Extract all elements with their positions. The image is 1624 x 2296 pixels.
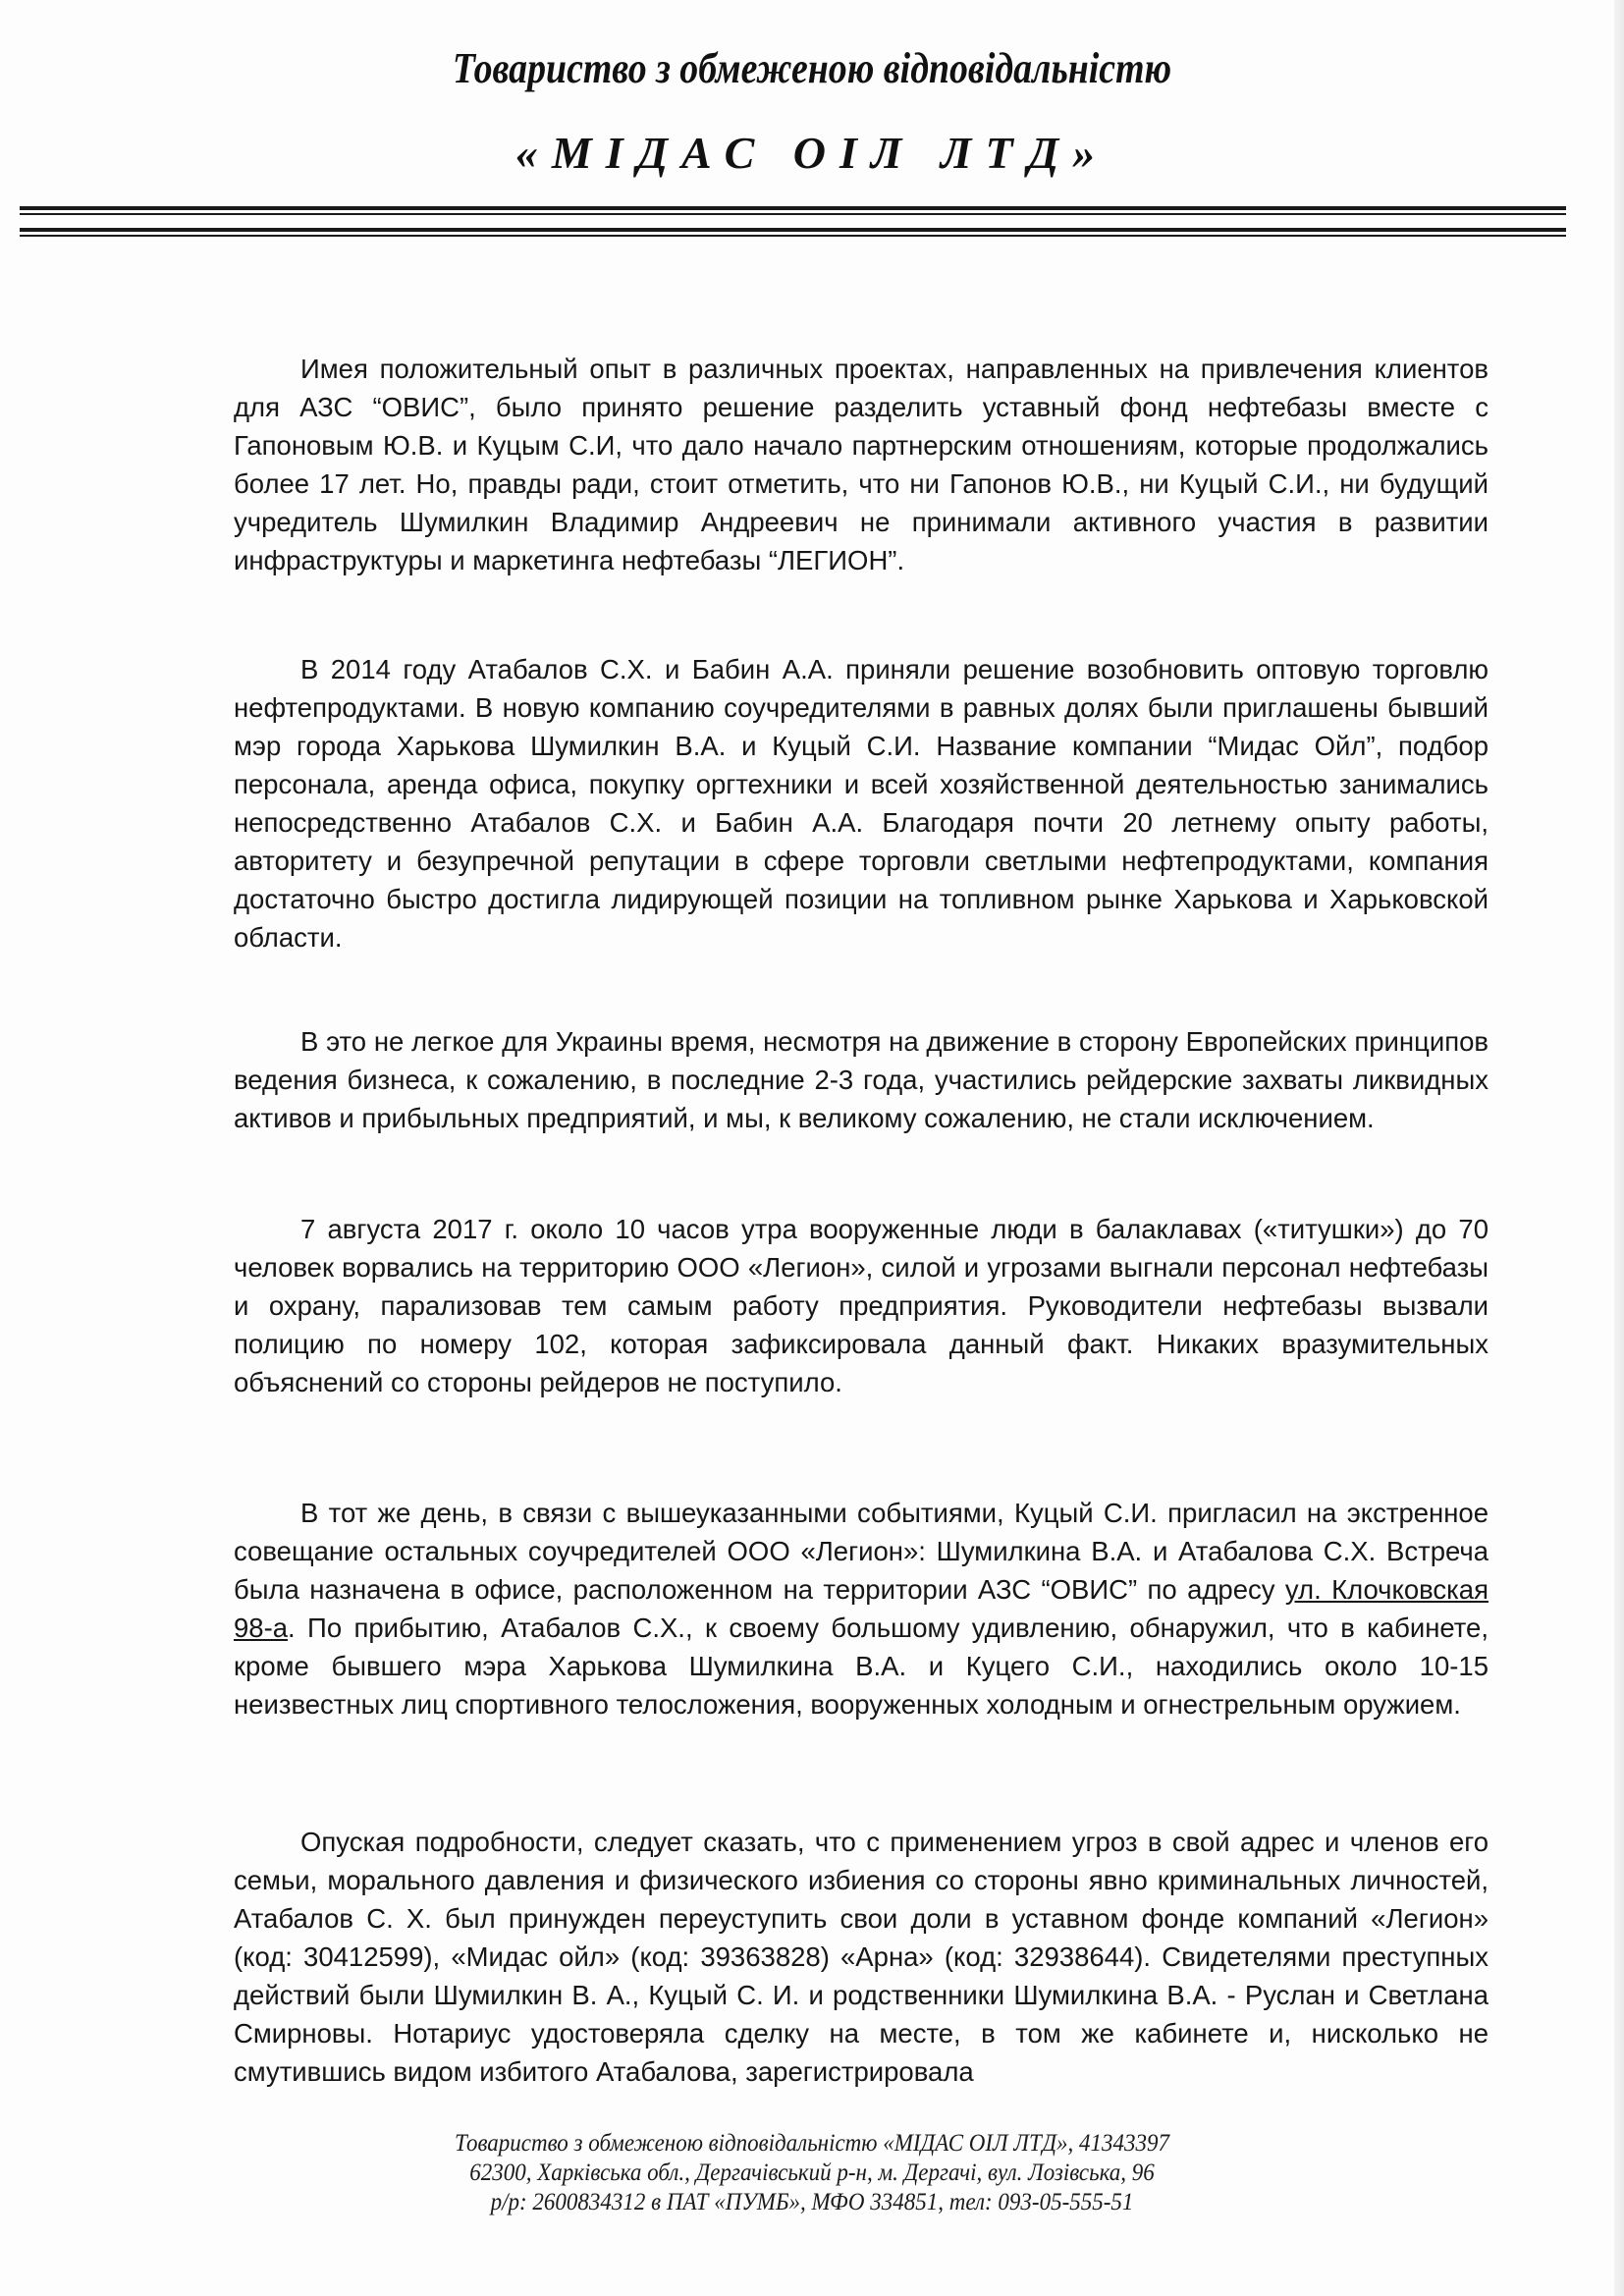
paragraph-midas-oil-founding: В 2014 году Атабалов С.Х. и Бабин А.А. приняли решение возобновить оптовую торговлю нефтепродуктами. В новую компанию соучредителями в равных долях были приглашены бывший мэр города Харькова Шумилкин В.А. и Куцый С.И. Название компании “Мидас Ойл”, подбор персонала, аренда офиса, покупку оргтехники и всей хозяйственной деятельностью занимались непосредственно Атабалов С.Х. и Бабин А.А. Благодаря почти 20 летнему опыту работы, авторитету и безупречной репутации в сфере торговли светлыми нефтепродуктами, компания достаточно быстро достигла лидирующей позиции на топливном рынке Харькова и Харьковской области. — [234, 654, 1489, 953]
underlined-address: ул. Клочковская 98-а — [234, 1574, 1489, 1643]
footer-company-line: Товариство з обмеженою відповідальністю «МІДАС ОІЛ ЛТД», 41343397 — [455, 2130, 1169, 2157]
paragraph-coerced-transfer: Опуская подробности, следует сказать, что с применением угроз в свой адрес и членов его семьи, морального давления и физического избиения со стороны явно криминальных личностей, Атабалов С. Х. был принужден переуступить свои доли в уставном фонде компаний «Легион» (код: 30412599), «Мидас ойл» (код: 39363828) «Арна» (код: 32938644). Свидетелями преступных действий были Шумилкин В. А., Куцый С. И. и родственники Шумилкина В.А. - Руслан и Светлана Смирновы. Нотариус удостоверяла сделку на месте, в том же кабинете и, нисколько не смутившись видом избитого Атабалова, зарегистрировала — [234, 1827, 1489, 2087]
letterhead-legal-form: Товариство з обмеженою відповідальністю — [452, 44, 1172, 92]
letterhead-company-name: «МІДАС ОІЛ ЛТД» — [514, 128, 1110, 178]
paragraph-partnership: Имея положительный опыт в различных проектах, направленных на привлечения клиентов для АЗС “ОВИС”, было принято решение разделить уставный фонд нефтебазы вместе с Гапоновым Ю.В. и Куцым С.И, что дало начало партнерским отношениям, которые продолжались более 17 лет. Но, правды ради, стоит отметить, что ни Гапонов Ю.В., ни Куцый С.И., ни будущий учредитель Шумилкин Владимир Андреевич не принимали активного участия в развитии инфраструктуры и маркетинга нефтебазы “ЛЕГИОН”. — [234, 354, 1489, 575]
paragraph-meeting-text-cont: . По прибытию, Атабалов С.Х., к своему большому удивлению, обнаружил, что в кабинете, кроме бывшего мэра Харькова Шумилкина В.А. и Куцего С.И., находились около 10-15 неизвестных лиц спортивного телосложения, вооруженных холодным и огнестрельным оружием. — [234, 1613, 1489, 1720]
header-rule — [20, 235, 1566, 237]
header-rule — [20, 206, 1566, 210]
header-rule — [20, 213, 1566, 215]
paragraph-meeting — [234, 1494, 1489, 1723]
letterhead-footer — [0, 2129, 1624, 2217]
header-rule — [20, 228, 1566, 232]
footer-bank-line: р/р: 2600834312 в ПАТ «ПУМБ», МФО 334851, тел: 093-05-555-51 — [490, 2189, 1134, 2215]
paragraph-raider-context: В это не легкое для Украины время, несмотря на движение в сторону Европейских принципов ведения бизнеса, к сожалению, в последние 2-3 года, участились рейдерские захваты ликвидных активов и прибыльных предприятий, и мы, к великому сожалению, не стали исключением. — [234, 1026, 1489, 1133]
paragraph-meeting-text: В тот же день, в связи с вышеуказанными событиями, Куцый С.И. пригласил на экстренное совещание остальных соучредителей ООО «Легион»: Шумилкина В.А. и Атабалова С.Х. Встреча была назначена в офисе, расположенном на территории АЗС “ОВИС” по адресу — [234, 1498, 1489, 1605]
scan-edge-shadow — [1614, 0, 1624, 2296]
footer-address-line: 62300, Харківська обл., Дергачівський р-н, м. Дергачі, вул. Лозівська, 96 — [469, 2159, 1155, 2186]
paragraph-august-seizure: 7 августа 2017 г. около 10 часов утра вооруженные люди в балаклавах («титушки») до 70 человек ворвались на территорию ООО «Легион», силой и угрозами выгнали персонал нефтебазы и охрану, парализовав тем самым работу предприятия. Руководители нефтебазы вызвали полицию по номеру 102, которая зафиксировала данный факт. Никаких вразумительных объяснений со стороны рейдеров не поступило. — [234, 1214, 1489, 1397]
